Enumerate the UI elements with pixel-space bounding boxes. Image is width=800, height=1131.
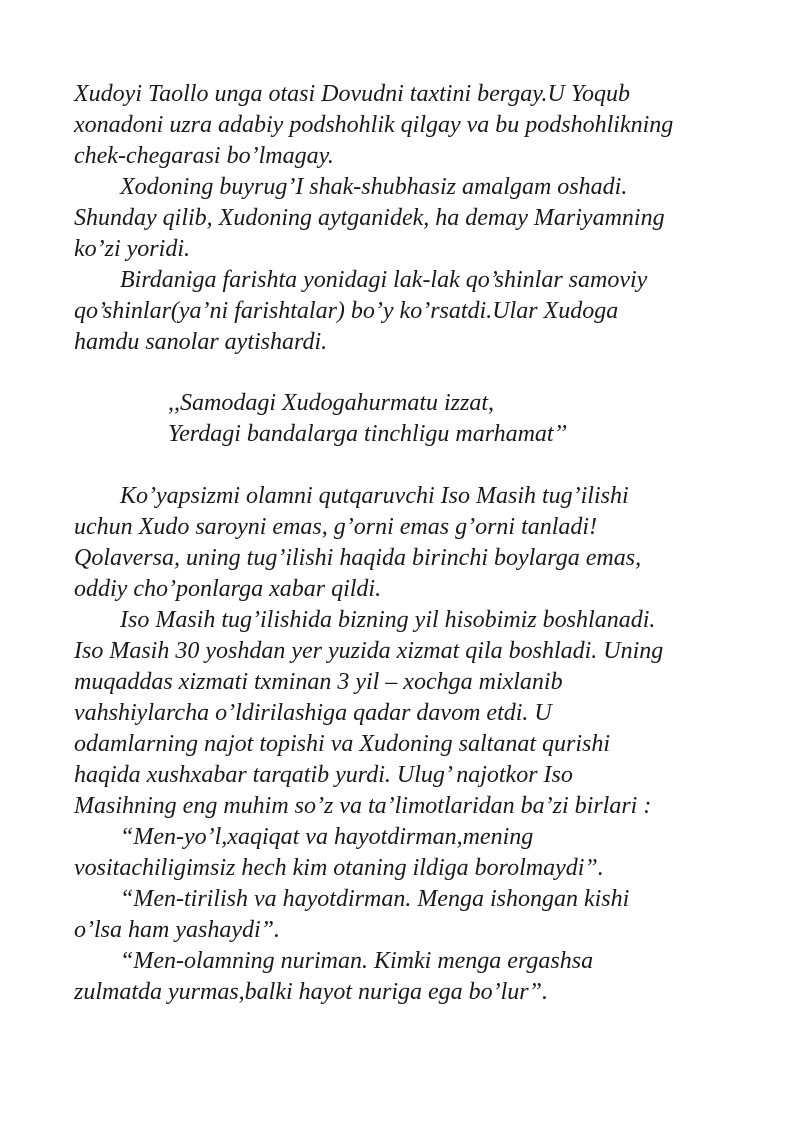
paragraph-start-line: Iso Masih tug’ilishida bizning yil hisobimiz boshlanadi. (120, 607, 656, 633)
text-line: vahshiylarcha o’ldirilashiga qadar davom etdi. U (74, 700, 552, 726)
quote-start-line: “Men-olamning nuriman. Kimki menga ergashsa (120, 948, 594, 974)
text-line: muqaddas xizmati txminan 3 yil – xochga mixlanib (74, 669, 563, 695)
text-line: Iso Masih 30 yoshdan yer yuzida xizmat qila boshladi. Uning (74, 638, 664, 664)
text-line: Shunday qilib, Xudoning aytganidek, ha demay Mariyamning (74, 205, 665, 231)
text-line: Xudoyi Taollo unga otasi Dovudni taxtini bergay.U Yoqub (74, 81, 631, 107)
text-line: zulmatda yurmas,balki hayot nuriga ega bo’lur”. (74, 979, 548, 1005)
text-line: qo’shinlar(ya’ni farishtalar) bo’y ko’rsatdi.Ular Xudoga (74, 298, 619, 324)
text-line: Qolaversa, uning tug’ilishi haqida birinchi boylarga emas, (74, 545, 642, 571)
text-line: Masihning eng muhim so’z va ta’limotlaridan ba’zi birlari : (74, 793, 652, 819)
quote-start-line: “Men-tirilish va hayotdirman. Menga ishongan kishi (120, 886, 630, 912)
verse-quote (74, 388, 774, 450)
quote-start-line: “Men-yo’l,xaqiqat va hayotdirman,mening (120, 824, 534, 850)
paragraph-start-line: Xodoning buyrug’I shak-shubhasiz amalgam oshadi. (120, 174, 628, 200)
text-line: oddiy cho’ponlarga xabar qildi. (74, 576, 382, 602)
paragraph-start-line: Ko’yapsizmi olamni qutqaruvchi Iso Masih tug’ilishi (120, 483, 629, 509)
text-line: odamlarning najot topishi va Xudoning saltanat qurishi (74, 731, 611, 757)
body-text-top (74, 79, 774, 358)
body-text-bottom (74, 481, 774, 1008)
text-line: o’lsa ham yashaydi”. (74, 917, 280, 943)
verse-line: Yerdagi bandalarga tinchligu marhamat’’ (168, 421, 567, 447)
verse-line: ,,Samodagi Xudogahurmatu izzat, (168, 390, 495, 416)
text-line: chek-chegarasi bo’lmagay. (74, 143, 334, 169)
text-line: vositachiligimsiz hech kim otaning ildiga borolmaydi”. (74, 855, 604, 881)
text-line: ko’zi yoridi. (74, 236, 190, 262)
text-line: xonadoni uzra adabiy podshohlik qilgay va bu podshohlikning (74, 112, 674, 138)
text-line: hamdu sanolar aytishardi. (74, 329, 328, 355)
paragraph-start-line: Birdaniga farishta yonidagi lak-lak qo’shinlar samoviy (120, 267, 648, 293)
text-line: uchun Xudo saroyni emas, g’orni emas g’orni tanladi! (74, 514, 598, 540)
text-line: haqida xushxabar tarqatib yurdi. Ulug’ najotkor Iso (74, 762, 573, 788)
